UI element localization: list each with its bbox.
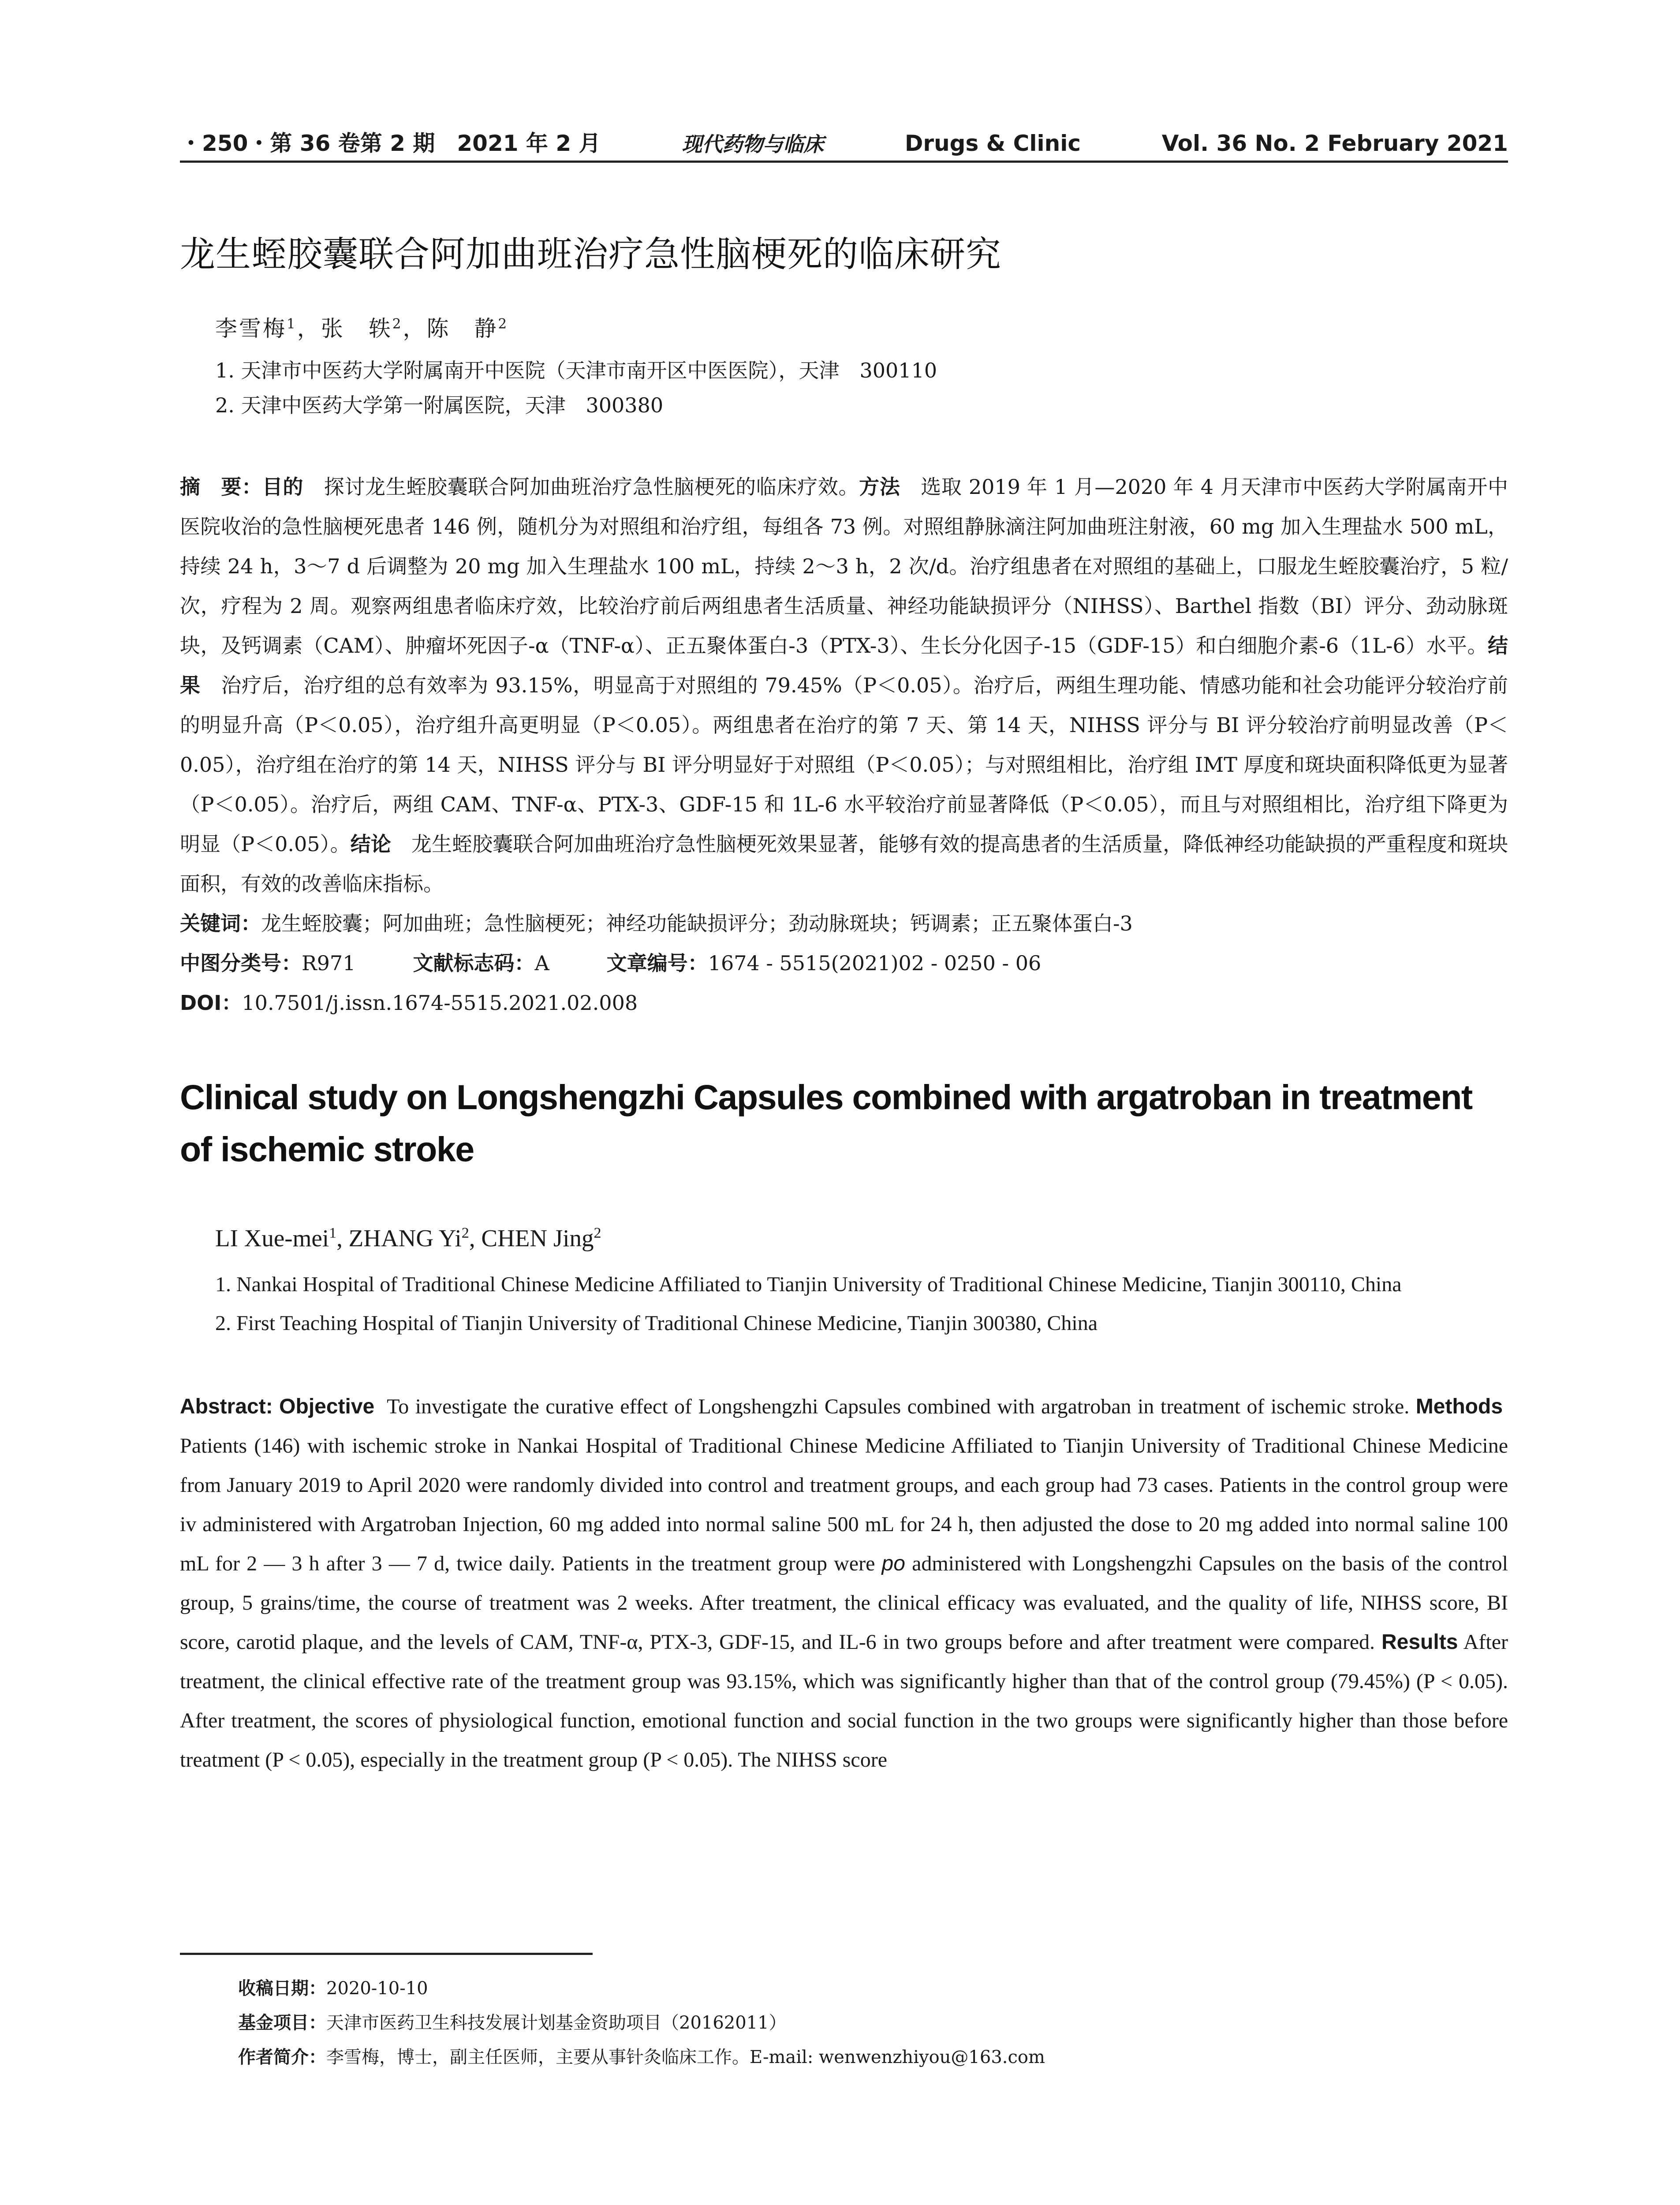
- results-label: Results: [1381, 1630, 1458, 1654]
- author-name: ZHANG Yi: [348, 1225, 462, 1252]
- methods-text: Patients (146) with ischemic stroke in Nankai Hospital of Traditional Chinese Medicine Affiliated to Tianjin University of Traditional Chinese Medicine from January 2019 to April 2020 were randomly divided into control and treatment groups, and each group had 73 cases. Patients in the control group were iv administered with Argatroban Injection, 60 mg added into normal saline 500 mL for 24 h, then adjusted the dose to 20 mg added into normal saline 100 mL for 2 — 3 h after 3 — 7 d, twice daily. Patients in the treatment group were: [180, 1434, 1508, 1576]
- footnote-funding: [238, 2006, 1045, 2040]
- objective-label: 目的: [262, 475, 304, 499]
- results-label: 结果: [180, 634, 1508, 698]
- author-affil-mark: 1: [287, 316, 297, 332]
- doc-code-value: A: [534, 951, 549, 975]
- abstract-en: [180, 1387, 1508, 1779]
- author-name: 李雪梅: [215, 316, 287, 341]
- author-affil-mark: 1: [329, 1225, 337, 1241]
- keywords-label: 关键词：: [180, 912, 261, 936]
- affiliation: 2. First Teaching Hospital of Tianjin University of Traditional Chinese Medicine, Tianjin 300380, China: [215, 1312, 1098, 1335]
- affiliation: 1. Nankai Hospital of Traditional Chinese Medicine Affiliated to Tianjin University of Traditional Chinese Medicine, Tianjin 300110, China: [215, 1273, 1402, 1297]
- author-name: CHEN Jing: [481, 1225, 594, 1252]
- abstract-cn: [180, 467, 1508, 904]
- abstract-label: 摘 要：: [180, 475, 262, 499]
- article-no-value: 1674 - 5515(2021)02 - 0250 - 06: [708, 951, 1042, 975]
- methods-text-cont: administered with Longshengzhi Capsules on the basis of the control group, 5 grains/time, the course of treatment was 2 weeks. After treatment, the clinical efficacy was evaluated, and the quality of life, NIHSS score, BI score, carotid plaque, and the levels of CAM, TNF-α, PTX-3, GDF-15, and IL-6 in two groups before and after treatment were compared.: [180, 1552, 1508, 1654]
- methods-text: 选取 2019 年 1 月—2020 年 4 月天津市中医药大学附属南开中医院收治的急性脑梗死患者 146 例，随机分为对照组和治疗组，每组各 73 例。对照组静脉滴注阿加曲班注射液，60 mg 加入生理盐水 500 mL，持续 24 h，3～7 d 后调整为 20 mg 加入生理盐水 100 mL，持续 2～3 h，2 次/d。治疗组患者在对照组的基础上，口服龙生蛭胶囊治疗，5 粒/次，疗程为 2 周。观察两组患者临床疗效，比较治疗前后两组患者生活质量、神经功能缺损评分（NIHSS）、Barthel 指数（BI）评分、劲动脉斑块，及钙调素（CAM）、肿瘤坏死因子-α（TNF-α）、正五聚体蛋白-3（PTX-3）、生长分化因子-15（GDF-15）和白细胞介素-6（1L-6）水平。: [180, 475, 1508, 658]
- author-name: LI Xue-mei: [215, 1225, 329, 1252]
- author-affil-mark: 2: [392, 316, 403, 332]
- classification-line: [180, 943, 1508, 983]
- clc-label: 中图分类号：: [180, 951, 302, 975]
- author-affil-mark: 2: [594, 1225, 601, 1241]
- volume-info: Vol. 36 No. 2 February 2021: [1161, 131, 1508, 156]
- journal-name-en: Drugs & Clinic: [904, 131, 1081, 156]
- methods-label: 方法: [859, 475, 900, 499]
- abstract-label: Abstract:: [180, 1395, 273, 1419]
- footnote-text: 天津市医药卫生科技发展计划基金资助项目（20162011）: [326, 2013, 787, 2033]
- results-text: 治疗后，治疗组的总有效率为 93.15%，明显高于对照组的 79.45%（P＜0.05）。治疗后，两组生理功能、情感功能和社会功能评分较治疗前的明显升高（P＜0.05），治疗组升高更明显（P＜0.05）。两组患者在治疗的第 7 天、第 14 天，NIHSS 评分与 BI 评分较治疗前明显改善（P＜0.05），治疗组在治疗的第 14 天，NIHSS 评分与 BI 评分明显好于对照组（P＜0.05）；与对照组相比，治疗组 IMT 厚度和斑块面积降低更为显著（P＜0.05）。治疗后，两组 CAM、TNF-α、PTX-3、GDF-15 和 1L-6 水平较治疗前显著降低（P＜0.05），而且与对照组相比，治疗组下降更为明显（P＜0.05）。: [180, 673, 1508, 856]
- clc-value: R971: [302, 951, 356, 975]
- doc-code-label: 文献标志码：: [413, 951, 535, 975]
- keywords-text: 龙生蛭胶囊；阿加曲班；急性脑梗死；神经功能缺损评分；劲动脉斑块；钙调素；正五聚体蛋白-3: [261, 912, 1133, 936]
- footnote-rule: [180, 1953, 593, 1955]
- affiliations-en: [215, 1265, 1508, 1343]
- article-page: [180, 132, 1508, 1779]
- doi-value: 10.7501/j.issn.1674-5515.2021.02.008: [242, 991, 638, 1015]
- author-name: 陈 静: [426, 316, 498, 341]
- affiliation: 1. 天津市中医药大学附属南开中医院（天津市南开区中医医院），天津 300110: [215, 359, 937, 382]
- doi-line: [180, 983, 1508, 1023]
- affiliation: 2. 天津中医药大学第一附属医院，天津 300380: [215, 393, 664, 418]
- doi-label: DOI：: [180, 991, 242, 1015]
- objective-text: 探讨龙生蛭胶囊联合阿加曲班治疗急性脑梗死的临床疗效。: [324, 475, 859, 499]
- title-en: Clinical study on Longshengzhi Capsules combined with argatroban in treatment of ischemic stroke: [180, 1077, 1472, 1169]
- footnote-received: [238, 1971, 1045, 2006]
- objective-label: Objective: [279, 1395, 375, 1419]
- footnote-text: 李雪梅，博士，副主任医师，主要从事针灸临床工作。E-mail: wenwenzhiyou@163.com: [326, 2047, 1045, 2067]
- authors-cn: 李雪梅$^1$，张 轶$^2$，陈 静$^2$: [215, 316, 509, 341]
- running-header: [180, 132, 1508, 163]
- footnote-label: 基金项目：: [238, 2013, 326, 2033]
- author-affil-mark: 2: [461, 1225, 469, 1241]
- article-no-label: 文章编号：: [606, 951, 708, 975]
- footnote-text: 2020-10-10: [326, 1978, 428, 1999]
- authors-en: LI Xue-mei$^1$, ZHANG Yi$^2$, CHEN Jing$^2$: [215, 1225, 601, 1252]
- route-po: po: [881, 1552, 905, 1576]
- objective-text: To investigate the curative effect of Longshengzhi Capsules combined with argatroban in treatment of ischemic stroke.: [387, 1395, 1410, 1419]
- footnote-label: 收稿日期：: [238, 1978, 326, 1999]
- conclusion-label: 结论: [350, 832, 391, 856]
- keywords-cn: [180, 904, 1508, 943]
- methods-label: Methods: [1415, 1395, 1503, 1419]
- footnote-label: 作者简介：: [238, 2047, 326, 2067]
- results-text: After treatment, the clinical effective rate of the treatment group was 93.15%, which was significantly higher than that of the control group (79.45%) (P < 0.05). After treatment, the scores of physiological function, emotional function and social function in the two groups were significantly higher than those before treatment (P < 0.05), especially in the treatment group (P < 0.05). The NIHSS score: [180, 1630, 1508, 1772]
- footnotes: [238, 1971, 1045, 2074]
- author-affil-mark: 2: [498, 316, 509, 332]
- title-cn: 龙生蛭胶囊联合阿加曲班治疗急性脑梗死的临床研究: [180, 234, 1001, 275]
- conclusion-text: 龙生蛭胶囊联合阿加曲班治疗急性脑梗死效果显著，能够有效的提高患者的生活质量，降低神经功能缺损的严重程度和斑块面积，有效的改善临床指标。: [180, 832, 1508, 896]
- affiliations-cn: [215, 353, 1508, 423]
- footnote-author-bio: [238, 2040, 1045, 2074]
- author-name: 张 轶: [321, 316, 392, 341]
- page-info: ・250・第 36 卷第 2 期 2021 年 2 月: [180, 131, 601, 156]
- journal-name-cn: 现代药物与临床: [682, 132, 824, 156]
